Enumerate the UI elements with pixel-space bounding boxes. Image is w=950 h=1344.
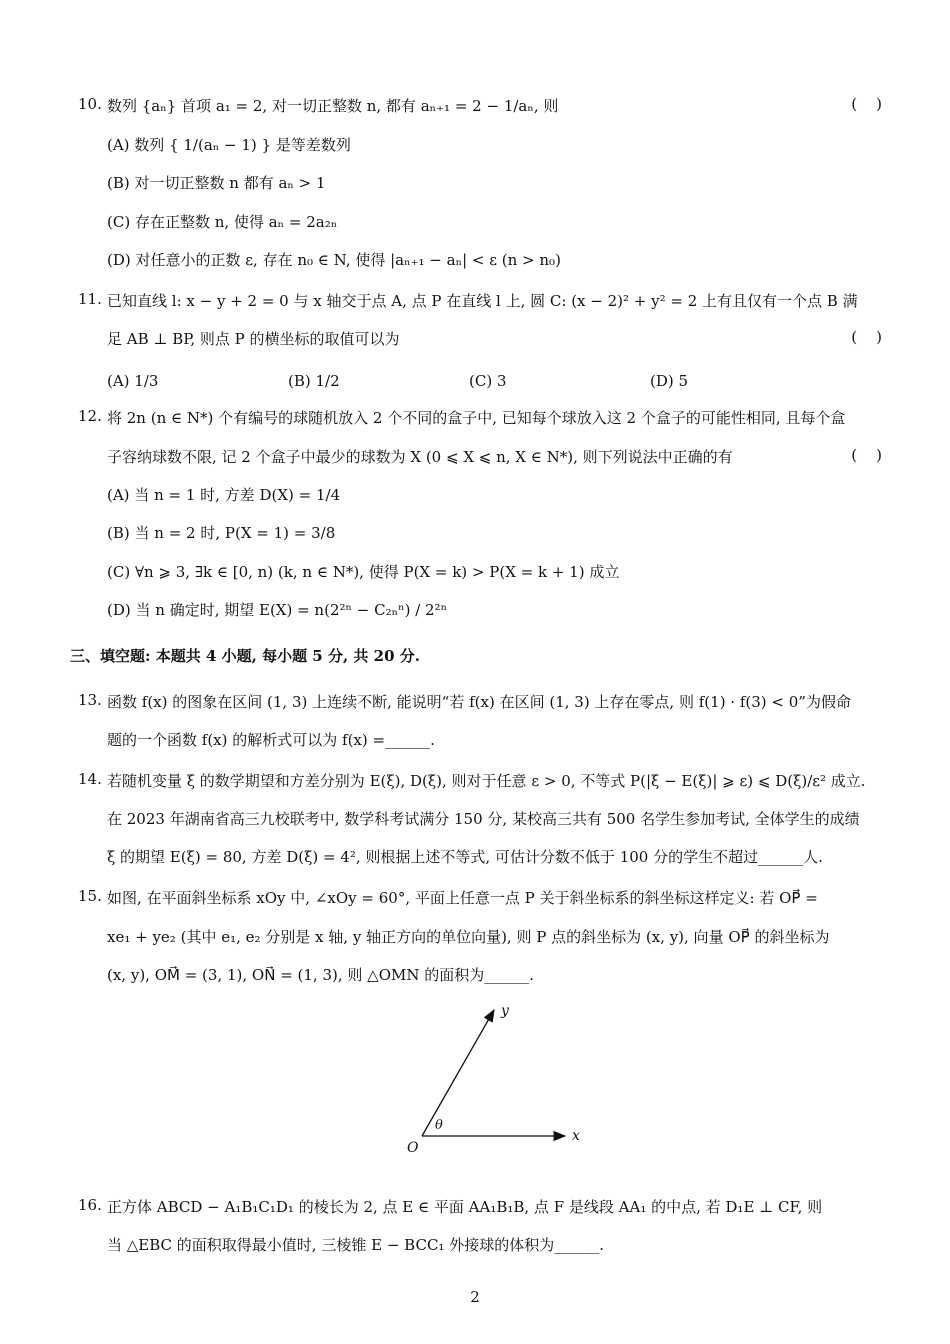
q13-line2: 题的一个函数 f(x) 的解析式可以为 f(x) =______.	[107, 731, 435, 749]
q14-line3: ξ 的期望 E(ξ) = 80, 方差 D(ξ) = 4², 则根据上述不等式, 可估计分数不低于 100 分的学生不超过______人.	[107, 848, 823, 866]
q16-number: 16.	[78, 1196, 102, 1214]
x-axis-label: x	[572, 1128, 580, 1144]
q14-number: 14.	[78, 770, 102, 788]
q10-number: 10.	[78, 95, 102, 113]
q15-number: 15.	[78, 887, 102, 905]
q12-option-c: (C) ∀n ⩾ 3, ∃k ∈ [0, n) (k, n ∈ N*), 使得 P(X = k) > P(X = k + 1) 成立	[107, 563, 620, 581]
q12-option-a: (A) 当 n = 1 时, 方差 D(X) = 1/4	[107, 486, 341, 504]
q11-option-b: (B) 1/2	[288, 372, 340, 390]
q11-option-a: (A) 1/3	[107, 372, 159, 390]
y-axis	[422, 1010, 494, 1136]
q10-option-c: (C) 存在正整数 n, 使得 aₙ = 2a₂ₙ	[107, 213, 338, 231]
q12-number: 12.	[78, 407, 102, 425]
oblique-axes-figure	[395, 995, 595, 1160]
q13-number: 13.	[78, 691, 102, 709]
q16-line1: 正方体 ABCD − A₁B₁C₁D₁ 的棱长为 2, 点 E ∈ 平面 AA₁B₁B, 点 F 是线段 AA₁ 的中点, 若 D₁E ⊥ CF, 则	[107, 1198, 823, 1216]
q14-line2: 在 2023 年湖南省高三九校联考中, 数学科考试满分 150 分, 某校高三共有 500 名学生参加考试, 全体学生的成绩	[107, 810, 860, 828]
q16-line2: 当 △EBC 的面积取得最小值时, 三棱锥 E − BCC₁ 外接球的体积为______.	[107, 1236, 604, 1254]
q11-option-c: (C) 3	[469, 372, 507, 390]
q12-line1: 将 2n (n ∈ N*) 个有编号的球随机放入 2 个不同的盒子中, 已知每个球放入这 2 个盒子的可能性相同, 且每个盒	[107, 409, 846, 427]
q10-option-d: (D) 对任意小的正数 ε, 存在 n₀ ∈ N, 使得 |aₙ₊₁ − aₙ| < ε (n > n₀)	[107, 251, 561, 269]
q15-line2: xe₁ + ye₂ (其中 e₁, e₂ 分别是 x 轴, y 轴正方向的单位向量), 则 P 点的斜坐标为 (x, y), 向量 OP⃗ 的斜坐标为	[107, 928, 830, 946]
q11-number: 11.	[78, 290, 102, 308]
q13-line1: 函数 f(x) 的图象在区间 (1, 3) 上连续不断, 能说明“若 f(x) 在区间 (1, 3) 上存在零点, 则 f(1) · f(3) < 0”为假命	[107, 693, 851, 711]
q12-option-b: (B) 当 n = 2 时, P(X = 1) = 3/8	[107, 524, 336, 542]
q12-line2: 子容纳球数不限, 记 2 个盒子中最少的球数为 X (0 ⩽ X ⩽ n, X ∈ N*), 则下列说法中正确的有	[107, 448, 733, 466]
angle-theta-label: θ	[435, 1118, 443, 1133]
section-heading-fill-in: 三、填空题: 本题共 4 小题, 每小题 5 分, 共 20 分.	[70, 647, 420, 665]
q14-line1: 若随机变量 ξ 的数学期望和方差分别为 E(ξ), D(ξ), 则对于任意 ε > 0, 不等式 P(|ξ − E(ξ)| ⩾ ε) ⩽ D(ξ)/ε² 成立.	[107, 772, 866, 790]
q10-option-b: (B) 对一切正整数 n 都有 aₙ > 1	[107, 174, 326, 192]
q12-option-d: (D) 当 n 确定时, 期望 E(X) = n(2²ⁿ − C₂ₙⁿ) / 2²ⁿ	[107, 601, 448, 619]
q15-line3: (x, y), OM⃗ = (3, 1), ON⃗ = (1, 3), 则 △OMN 的面积为______.	[107, 966, 535, 984]
q10-option-a: (A) 数列 { 1/(aₙ − 1) } 是等差数列	[107, 136, 351, 154]
q15-line1: 如图, 在平面斜坐标系 xOy 中, ∠xOy = 60°, 平面上任意一点 P 关于斜坐标系的斜坐标这样定义: 若 OP⃗ =	[107, 889, 818, 907]
q11-answer-paren: ( )	[851, 328, 882, 346]
q11-line1: 已知直线 l: x − y + 2 = 0 与 x 轴交于点 A, 点 P 在直线 l 上, 圆 C: (x − 2)² + y² = 2 上有且仅有一个点 B 满	[107, 292, 858, 310]
q10-stem: 数列 {aₙ} 首项 a₁ = 2, 对一切正整数 n, 都有 aₙ₊₁ = 2 − 1/aₙ, 则	[107, 97, 559, 115]
page-number: 2	[470, 1288, 480, 1306]
q11-line2: 足 AB ⊥ BP, 则点 P 的横坐标的取值可以为	[107, 330, 400, 348]
y-axis-label: y	[501, 1003, 509, 1019]
q10-answer-paren: ( )	[851, 95, 882, 113]
q12-answer-paren: ( )	[851, 446, 882, 464]
origin-label: O	[407, 1140, 419, 1156]
q11-option-d: (D) 5	[650, 372, 689, 390]
